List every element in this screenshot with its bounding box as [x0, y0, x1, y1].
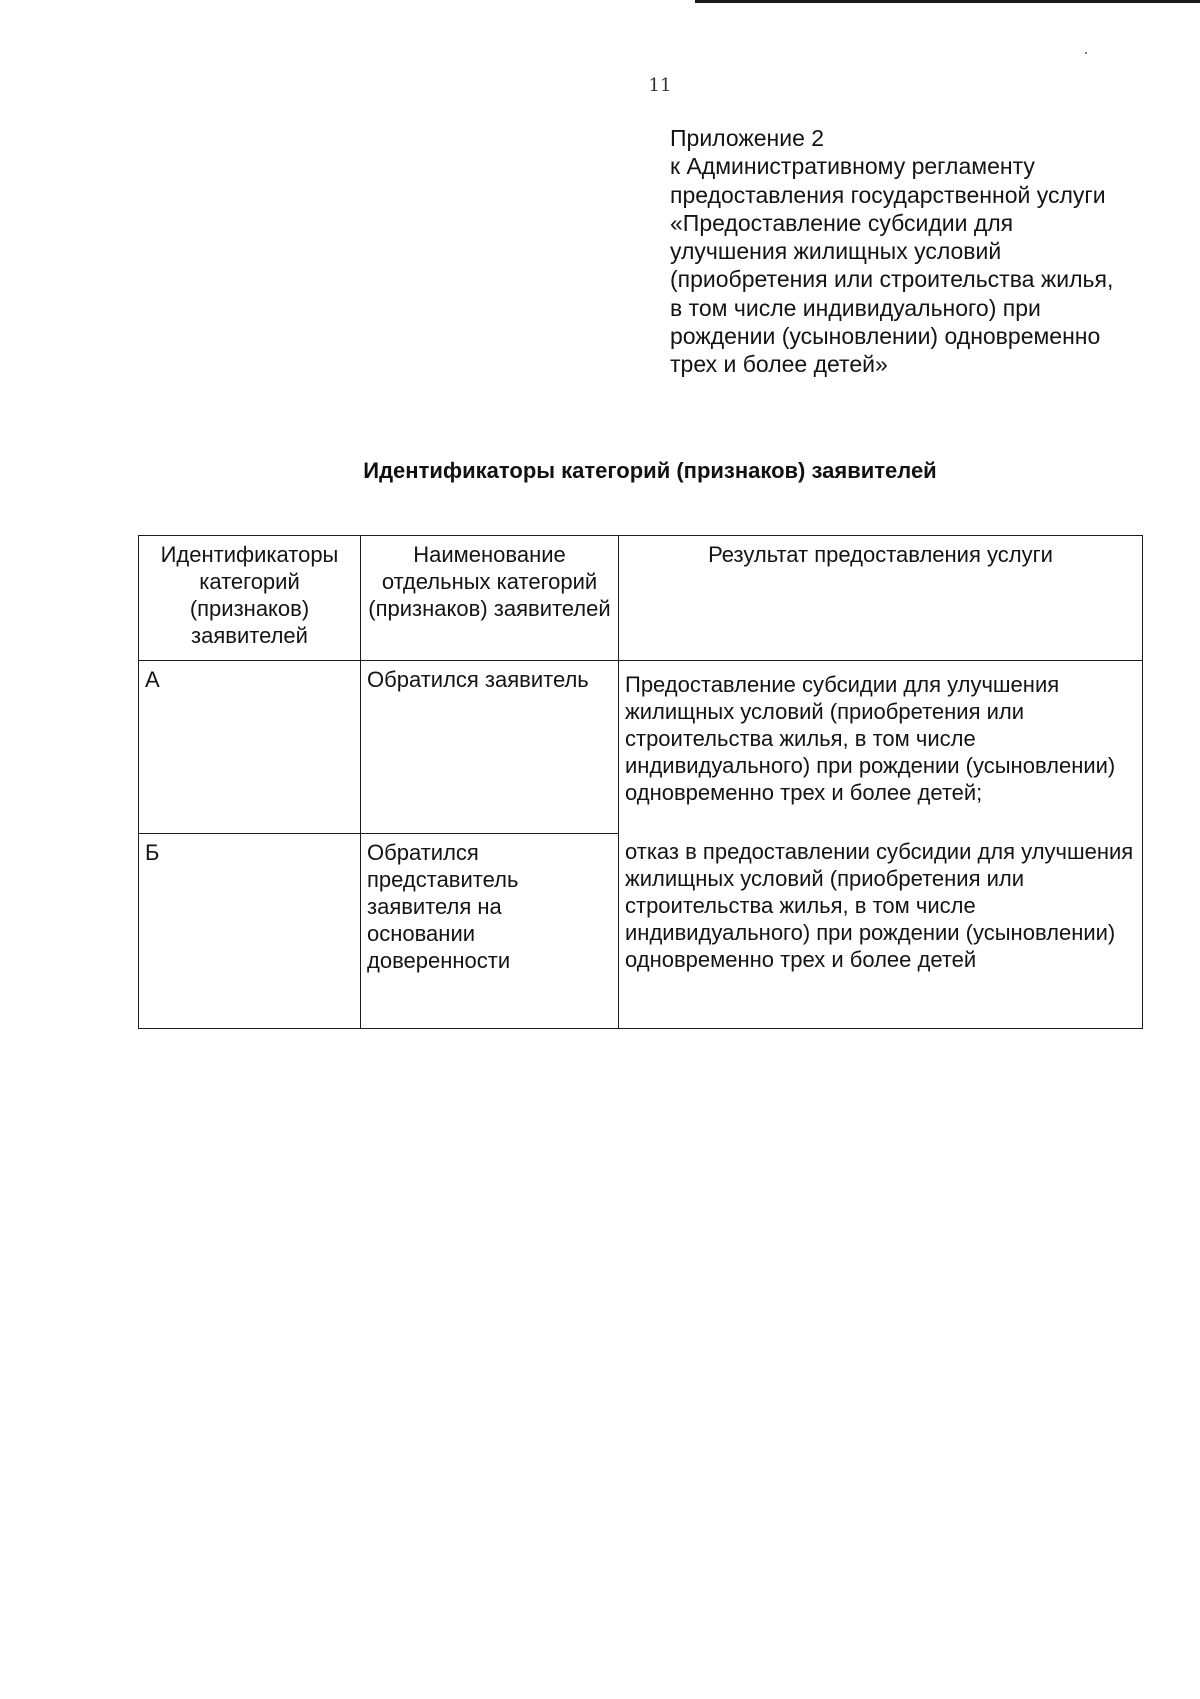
document-title: Идентификаторы категорий (признаков) заявителей	[363, 458, 937, 483]
service-result-cell	[619, 661, 1143, 1029]
row-category-name: Обратился представитель заявителя на основании доверенности	[361, 834, 619, 1029]
result-refusal-text: отказ в предоставлении субсидии для улучшения жилищных условий (приобретения или строительства жилья, в том числе индивидуального) при рождении (усыновлении) одновременно трех и более детей	[625, 839, 1134, 972]
appendix-header	[670, 124, 1150, 379]
appendix-line: трех и более детей»	[670, 351, 888, 378]
row-category-name: Обратился заявитель	[361, 661, 619, 834]
paragraph-spacer	[625, 806, 1136, 838]
scan-edge-mark	[695, 0, 1200, 3]
categories-table	[138, 535, 1143, 1029]
scan-speck	[1085, 52, 1087, 54]
result-approval-text: Предоставление субсидии для улучшения жилищных условий (приобретения или строительства жилья, в том числе индивидуального) при рождении (усыновлении) одновременно трех и более детей;	[625, 672, 1116, 805]
row-identifier: А	[139, 661, 361, 834]
appendix-line: предоставления государственной услуги	[670, 181, 1106, 208]
appendix-line: в том числе индивидуального) при	[670, 294, 1041, 321]
header-identifiers: Идентификаторы категорий (признаков) заявителей	[139, 536, 361, 661]
appendix-line: улучшения жилищных условий	[670, 238, 1002, 265]
appendix-line: «Предоставление субсидии для	[670, 209, 1014, 236]
appendix-line: рождении (усыновлении) одновременно	[670, 323, 1101, 350]
table-row	[139, 661, 1143, 834]
appendix-line: к Административному регламенту	[670, 153, 1035, 180]
header-category-name: Наименование отдельных категорий (признаков) заявителей	[361, 536, 619, 661]
appendix-line: (приобретения или строительства жилья,	[670, 266, 1114, 293]
appendix-line: Приложение 2	[670, 125, 825, 151]
row-identifier: Б	[139, 834, 361, 1029]
header-service-result: Результат предоставления услуги	[619, 536, 1143, 661]
table-header-row	[139, 536, 1143, 661]
page-number: 11	[648, 75, 672, 96]
